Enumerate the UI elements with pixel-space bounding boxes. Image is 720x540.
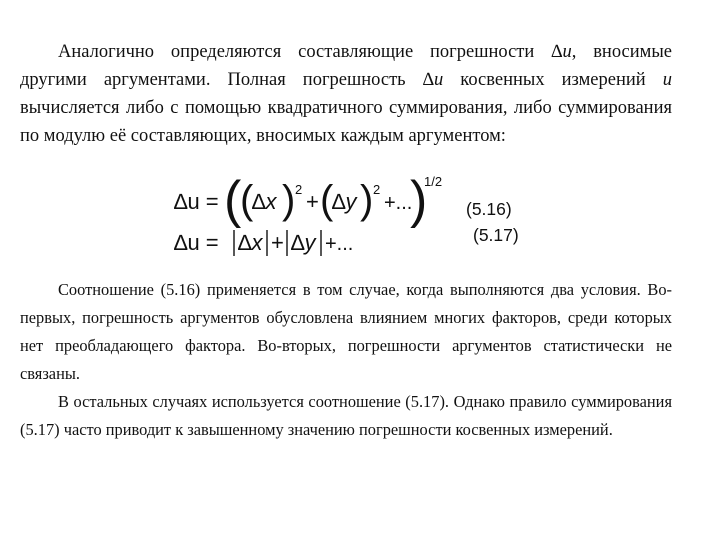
eq1-exp-1: 2 — [295, 182, 303, 197]
eq2-delta-y: ∆y — [291, 230, 316, 255]
intro-text-start: Аналогично определяются составляющие погрешности — [58, 42, 552, 62]
other-cases-paragraph — [20, 388, 672, 444]
formula-5-17 — [174, 230, 353, 256]
formula-5-16 — [174, 172, 442, 229]
eq2-plus: + — [271, 230, 284, 255]
eq1-exp-2: 2 — [373, 182, 381, 197]
u-variable: u — [662, 70, 672, 90]
eq1-inner-open-paren-1: ( — [240, 178, 254, 222]
intro-text-mid: косвенных измерений — [443, 70, 663, 90]
eq1-delta-y: ∆y — [332, 189, 357, 214]
delta-u-symbol-2: ∆u — [422, 70, 444, 90]
eq2-delta-x: ∆x — [238, 230, 263, 255]
other-cases-text: В остальных случаях используется соотношение (5.17). Однако правило суммирования (5.17) часто приводит к завышенному значению погрешности косвенных измерений. — [20, 392, 672, 439]
eq1-outer-exp: 1/2 — [424, 174, 443, 189]
intro-text-end: вычисляется либо с помощью квадратичного суммирования, либо суммирования по модулю её составляющих, вносимых каждым аргументом: — [20, 98, 672, 146]
eq2-ellipsis: +... — [325, 233, 354, 255]
eq1-outer-open-paren: ( — [224, 172, 242, 229]
eq1-outer-close-paren: ) — [410, 172, 428, 229]
eq1-ellipsis: +... — [384, 192, 413, 214]
eq1-delta-x: ∆x — [252, 189, 277, 214]
delta-u-symbol: ∆u — [551, 42, 572, 62]
equation-number-5-16: (5.16) — [466, 199, 512, 219]
conditions-paragraph — [20, 276, 672, 388]
eq2-lhs: ∆u = — [174, 230, 219, 255]
eq1-plus: + — [306, 189, 319, 214]
eq1-inner-close-paren-2: ) — [360, 178, 374, 222]
eq1-lhs: ∆u = — [174, 189, 219, 214]
equation-number-5-17: (5.17) — [473, 225, 519, 245]
intro-paragraph — [20, 38, 672, 150]
eq1-inner-open-paren-2: ( — [320, 178, 334, 222]
eq1-inner-close-paren-1: ) — [282, 178, 296, 222]
intro-text-middle: , вносимые другими аргументами. Полная погрешность — [20, 42, 673, 90]
conditions-text: Соотношение (5.16) применяется в том случае, когда выполняются два условия. Во-первых, погрешность аргументов обусловлена влиянием многих факторов, среди которых нет преобладающего фактора. Во-вторых, погрешности аргументов статистически не связаны. — [20, 280, 672, 383]
formula-block — [170, 172, 470, 264]
